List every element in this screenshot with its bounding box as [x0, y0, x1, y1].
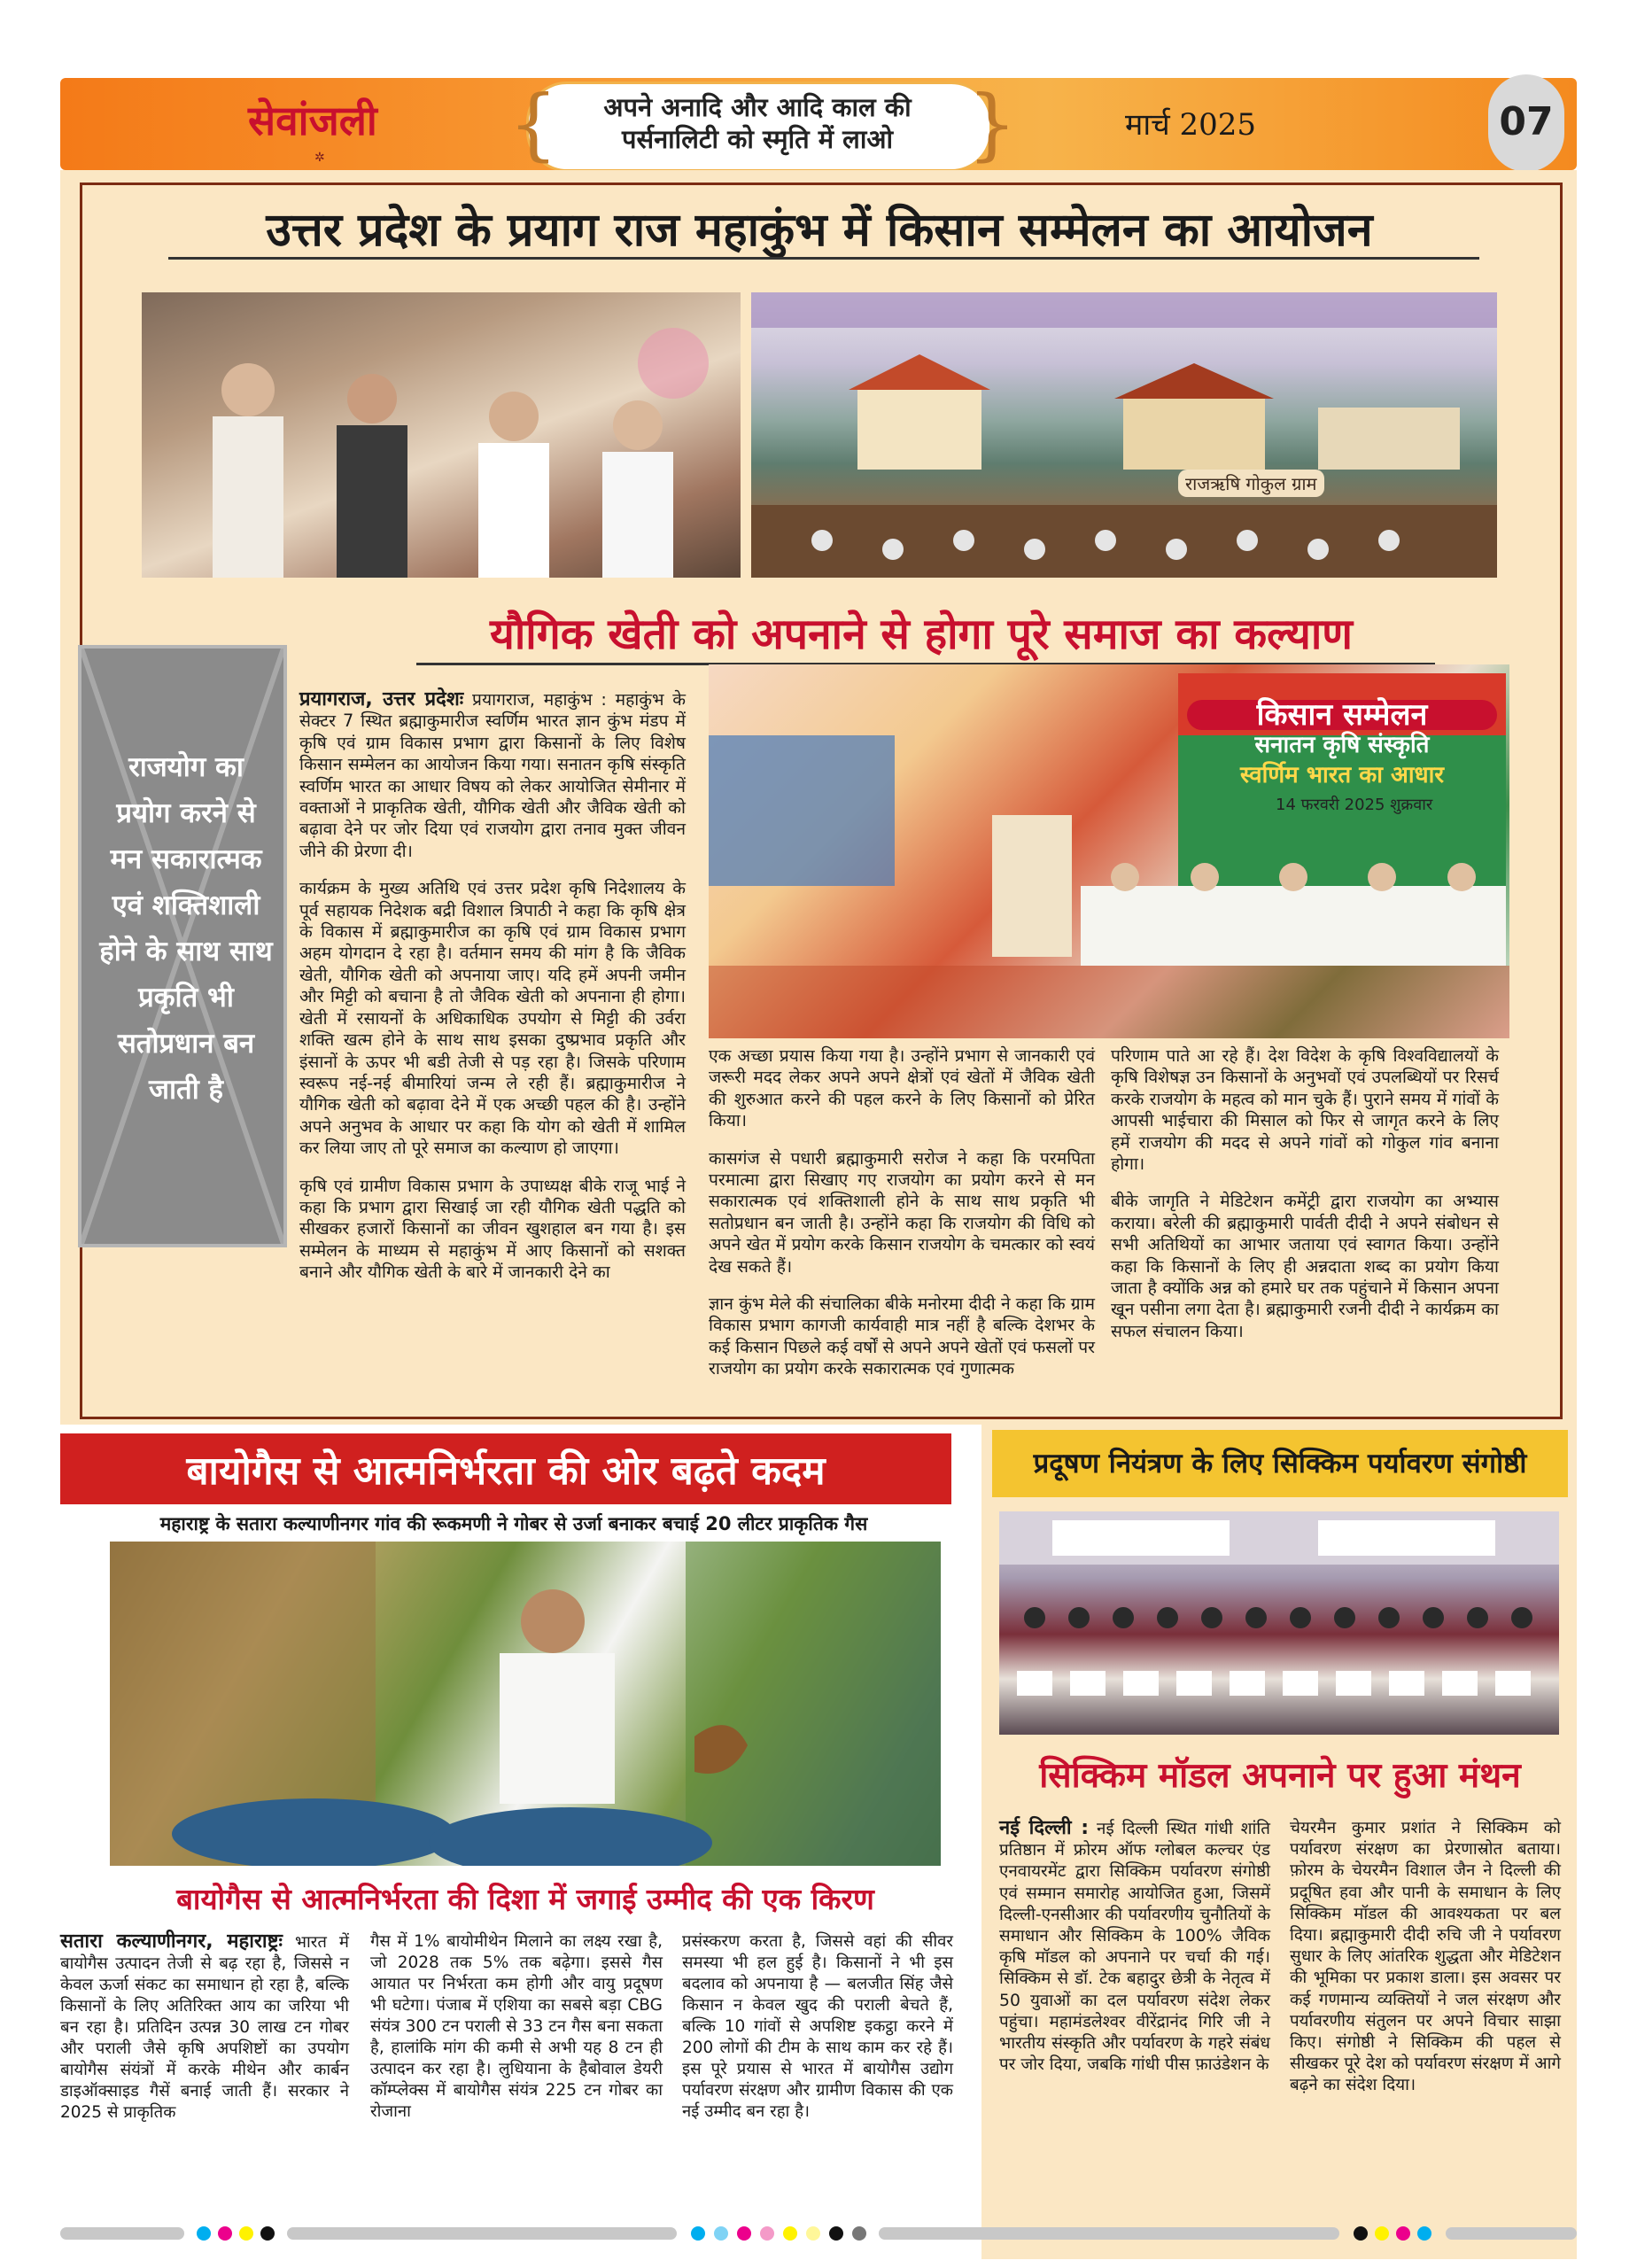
biogas-title: बायोगैस से आत्मनिर्भरता की ओर बढ़ते कदम — [186, 1449, 826, 1494]
page-number: 07 — [1499, 99, 1554, 144]
light-yellow-dot-icon — [806, 2226, 820, 2241]
article-column-3 — [1111, 1045, 1499, 1358]
cyan-dot-icon — [691, 2226, 705, 2241]
cyan-dot-icon — [197, 2226, 211, 2241]
black-dot-icon — [260, 2226, 275, 2241]
article-column-1 — [299, 689, 686, 1300]
stage-banner — [1187, 697, 1497, 790]
photo-gokul-gram-model — [751, 292, 1497, 578]
banner-line-3: स्वर्णिम भारत का आधार — [1240, 762, 1444, 788]
banner-date: 14 फरवरी 2025 शुक्रवार — [1276, 796, 1433, 814]
masthead-brand: सेवांजली — [248, 97, 377, 144]
cyan-dot-icon — [1417, 2226, 1431, 2241]
photo-village-model-icon — [751, 292, 1497, 578]
yellow-dot-icon — [783, 2226, 797, 2241]
photo-biogas-icon — [110, 1542, 941, 1866]
right-brace-icon: } — [967, 78, 1017, 169]
footer-bar — [287, 2227, 677, 2240]
photo-dignitaries — [142, 292, 741, 578]
yellow-dot-icon — [239, 2226, 253, 2241]
photo-sikkim-group — [999, 1511, 1559, 1735]
paragraph: बीके जागृति ने मेडिटेशन कमेंट्री द्वारा राजयोग का अभ्यास कराया। बरेली की ब्रह्माकुमारी पार्वती दीदी ने अपने संबोधन से सभी अतिथियों का आभार जताया एवं स्वागत किया। उन्होंने कहा कि किसानों के लिए ही अन्नदाता शब्द का प्रयोग किया जाता है क्योंकि अन्न को हमारे घर तक पहुंचाने में किसान अपना खून पसीना लगा देता है। ब्रह्माकुमारी रजनी दीदी ने कार्यक्रम का सफल संचालन किया। — [1111, 1191, 1499, 1341]
ornament-icon: ✲ — [314, 151, 325, 165]
sikkim-column-2: चेयरमैन कुमार प्रशांत ने सिक्किम को पर्यावरण संरक्षण का प्रेरणास्रोत बताया। फ़ोरम के चेयरमैन विशाल जैन ने दिल्ली की प्रदूषित हवा और पानी के समाधान के लिए सिक्किम मॉडल की आवश्यकता पर बल दिया। ब्रह्माकुमारी दीदी रुचि जी ने पर्यावरण सुधार के लिए आंतरिक शुद्धता और मेडिटेशन की भूमिका पर प्रकाश डाला। इस अवसर पर कई गणमान्य व्यक्तियों ने जल संरक्षण और पर्यावरणीय संतुलन पर अपने विचार साझा किए। संगोष्ठी ने सिक्किम की पहल से सीखकर पूरे देश को पर्यावरण संरक्षण में आगे बढ़ने का संदेश दिया। — [1290, 1819, 1561, 2095]
light-cyan-dot-icon — [714, 2226, 728, 2241]
sikkim-headline: सिक्किम मॉडल अपनाने पर हुआ मंथन — [1039, 1755, 1521, 1796]
pull-quote: राजयोग का प्रयोग करने से मन सकारात्मक एवं शक्तिशाली होने के साथ साथ प्रकृति भी सतोप्रधान बन जाती है — [99, 751, 273, 1106]
paragraph: प्रयागराज, महाकुंभ : महाकुंभ के सेक्टर 7 स्थित ब्रह्माकुमारीज स्वर्णिम भारत ज्ञान कुंभ मंडप में कृषि एवं ग्राम विकास प्रभाग द्वारा किसानों के लिए विशेष किसान सम्मेलन का आयोजन किया गया। सनातन कृषि संस्कृति स्वर्णिम भारत का आधार विषय को लेकर आयोजित सेमीनार में वक्ताओं ने प्राकृतिक खेती, यौगिक खेती और जैविक खेती को बढ़ावा देने पर जोर दिया एवं राजयोग द्वारा तनाव मुक्त जीवन जीने की प्रेरणा दी। — [299, 689, 686, 861]
footer-bar — [879, 2227, 1339, 2240]
photo-group-icon — [999, 1511, 1559, 1735]
black-dot-icon — [1354, 2226, 1368, 2241]
banner-line-1: किसान सम्मेलन — [1187, 700, 1497, 730]
black-dot-icon — [829, 2226, 843, 2241]
magenta-dot-icon — [737, 2226, 751, 2241]
article-column-2 — [709, 1045, 1095, 1396]
main-headline: उत्तर प्रदेश के प्रयाग राज महाकुंभ में किसान सम्मेलन का आयोजन — [266, 203, 1373, 257]
banner-line-2: सनातन कृषि संस्कृति — [1254, 732, 1430, 758]
paragraph: भारत में बायोगैस उत्पादन तेजी से बढ़ रहा है, जिससे न केवल ऊर्जा संकट का समाधान हो रहा है, बल्कि किसानों के लिए अतिरिक्त आय का जरिया भी बन रहा है। प्रतिदिन उत्पन्न 30 लाख टन गोबर और पराली जैसे कृषि अपशिष्टों का उपयोग बायोगैस संयंत्रों में करके मीथेन और कार्बन डाइऑक्साइड गैसें बनाई जाती हैं। सरकार ने 2025 से प्राकृतिक — [60, 1933, 349, 2122]
biogas-column-2: गैस में 1% बायोमीथेन मिलाने का लक्ष्य रखा है, जो 2028 तक 5% तक बढ़ेगा। इससे गैस आयात पर निर्भरता कम होगी और वायु प्रदूषण भी घटेगा। पंजाब में एशिया का सबसे बड़ा CBG संयंत्र 300 टन पराली से 33 टन गैस बना सकता है, हालांकि मांग की कमी से अभी यह 8 टन ही उत्पादन कर रहा है। लुधियाना के हैबोवाल डेयरी कॉम्प्लेक्स में बायोगैस संयंत्र 225 टन गोबर का रोजाना — [370, 1932, 663, 2121]
yellow-dot-icon — [1375, 2226, 1389, 2241]
biogas-subtitle: महाराष्ट्र के सतारा कल्याणीनगर गांव की रूकमणी ने गोबर से उर्जा बनाकर बचाई 20 लीटर प्राकृतिक गैस — [159, 1513, 868, 1534]
photo-biogas-woman — [110, 1542, 941, 1866]
slogan-line-1: अपने अनादि और आदि काल की — [603, 92, 912, 122]
left-brace-icon: { — [508, 78, 558, 169]
paragraph: कार्यक्रम के मुख्य अतिथि एवं उत्तर प्रदेश कृषि निदेशालय के पूर्व सहायक निदेशक बद्री विशाल त्रिपाठी ने कहा कि कृषि क्षेत्र के विकास में ब्रह्माकुमारीज का कृषि एवं ग्राम विकास प्रभाग अहम योगदान दे रहा है। वर्तमान समय की मांग है कि जैविक खेती, यौगिक खेती को अपनाया जाए। यदि हमें अपनी जमीन और मिट्टी को बचाना है तो जैविक खेती को अपनाना ही होगा। खेती में रसायनों के अधिकाधिक उपयोग से मिट्टी की उर्वरा शक्ति खत्म होने के साथ साथ इसका दुष्प्रभाव प्रकृति और इंसानों के ऊपर भी बडी तेजी से पड़ रहा है। जिसके परिणाम स्वरूप नई-नई बीमारियां जन्म ले रही हैं। ब्रह्माकुमारीज ने यौगिक खेती को बढ़ावा देने में एक अच्छी पहल की है। उन्होंने अपने अनुभव के आधार पर कहा कि योग को खेती में शामिल कर लिया जाए तो पूरे समाज का कल्याण हो जाएगा। — [299, 878, 686, 1159]
biogas-headline: बायोगैस से आत्मनिर्भरता की दिशा में जगाई उम्मीद की एक किरण — [176, 1882, 874, 1916]
slogan — [540, 91, 974, 155]
paragraph: परिणाम पाते आ रहे हैं। देश विदेश के कृषि विश्वविद्यालयों के कृषि विशेषज्ञ उन किसानों के अनुभवों एवं उपलब्धियों पर रिसर्च करके राजयोग के महत्व को मान चुके हैं। पुराने समय में गांवों के आपसी भाईचारा की मिसाल को फिर से जागृत करने के लिए हमें राजयोग की मदद से अपने गांवों को गोकुल गांव बनाना होगा। — [1111, 1045, 1499, 1175]
footer-bar — [60, 2227, 184, 2240]
paragraph: कृषि एवं ग्रामीण विकास प्रभाग के उपाध्यक्ष बीके राजू भाई ने कहा कि प्रभाग द्वारा सिखाई जा रही यौगिक खेती पद्धति को सीखकर हजारों किसानों का जीवन खुशहाल बन गया है। इस सम्मेलन के माध्यम से महाकुंभ में आए किसानों को सशक्त बनाने और यौगिक खेती के बारे में जानकारी देने का — [299, 1175, 686, 1283]
dateline: प्रयागराज, उत्तर प्रदेशः — [299, 688, 464, 711]
issue-date: मार्च 2025 — [1125, 107, 1257, 143]
magenta-dot-icon — [218, 2226, 232, 2241]
headline-underline — [168, 257, 1479, 260]
magenta-dot-icon — [1396, 2226, 1410, 2241]
biogas-column-3: प्रसंस्करण करता है, जिससे वहां की सीवर समस्या भी हल हुई है। किसानों ने भी इस बदलाव को अपनाया है — बलजीत सिंह जैसे किसान न केवल खुद की पराली बेचते हैं, बल्कि 10 गांवों से अपशिष्ट इकट्ठा करने में 200 लोगों की टीम के साथ काम कर रहे हैं। इस पूरे प्रयास से भारत में बायोगैस उद्योग पर्यावरण संरक्षण और ग्रामीण विकास की एक नई उम्मीद बन रहा है। — [682, 1932, 953, 2121]
paragraph: ज्ञान कुंभ मेले की संचालिका बीके मनोरमा दीदी ने कहा कि ग्राम विकास प्रभाग कागजी कार्यवाही मात्र नहीं है बल्कि देशभर के कई किसान पिछले कई वर्षों से अपने अपने खेतों एवं फसलों पर राजयोग का प्रयोग करके सकारात्मक एवं गुणात्मक — [709, 1293, 1095, 1379]
paragraph: कासगंज से पधारी ब्रह्माकुमारी सरोज ने कहा कि परमपिता परमात्मा द्वारा सिखाए गए राजयोग का प्रयोग करने से मन सकारात्मक एवं शक्तिशाली होने के साथ साथ प्रकृति भी सतोप्रधान बन जाती है। उन्होंने कहा कि राजयोग की विधि को अपने खेत में प्रयोग करके किसान राजयोग के चमत्कार को स्वयं देख सकते हैं। — [709, 1147, 1095, 1277]
slogan-line-2: पर्सनालिटी को स्मृति में लाओ — [622, 124, 893, 154]
paragraph: नई दिल्ली स्थित गांधी शांति प्रतिष्ठान में फ्रोरम ऑफ ग्लोबल कल्चर एंड एनवायरमेंट द्वारा सिक्किम पर्यावरण संगोष्ठी एवं सम्मान समारोह आयोजित हुआ, जिसमें दिल्ली-एनसीआर की पर्यावरणीय चुनौतियों के समाधान और सिक्किम के 100% जैविक कृषि मॉडल को अपनाने पर चर्चा की गई। सिक्किम से डॉ. टेक बहादुर छेत्री के नेतृत्व में 50 युवाओं का दल पर्यावरण संदेश लेकर पहुंचा। महामंडलेश्वर वीरेंद्रानंद गिरि जी ने भारतीय संस्कृति और पर्यावरण के गहरे संबंध पर जोर दिया, जबकि गांधी पीस फ़ाउंडेशन के — [999, 1820, 1270, 2075]
sikkim-column-1 — [999, 1818, 1270, 2076]
sikkim-dateline: नई दिल्ली : — [999, 1817, 1090, 1839]
light-magenta-dot-icon — [760, 2226, 774, 2241]
biogas-column-1 — [60, 1931, 349, 2124]
sub-headline: यौगिक खेती को अपनाने से होगा पूरे समाज का कल्याण — [490, 610, 1353, 659]
sikkim-title: प्रदूषण नियंत्रण के लिए सिक्किम पर्यावरण संगोष्ठी — [1033, 1448, 1527, 1480]
gray-dot-icon — [852, 2226, 866, 2241]
paragraph: एक अच्छा प्रयास किया गया है। उन्होंने प्रभाग से जानकारी एवं जरूरी मदद लेकर अपने अपने क्षेत्रों एवं खेतों में जैविक खेती की शुरुआत करने की पहल करने के लिए किसानों को प्रेरित किया। — [709, 1045, 1095, 1131]
footer-bar — [1446, 2227, 1577, 2240]
photo-caption-sign: राजऋषि गोकुल ग्राम — [1178, 470, 1324, 497]
biogas-dateline: सतारा कल्याणीनगर, महाराष्ट्रः — [60, 1930, 283, 1953]
photo-people-icon — [142, 292, 741, 578]
